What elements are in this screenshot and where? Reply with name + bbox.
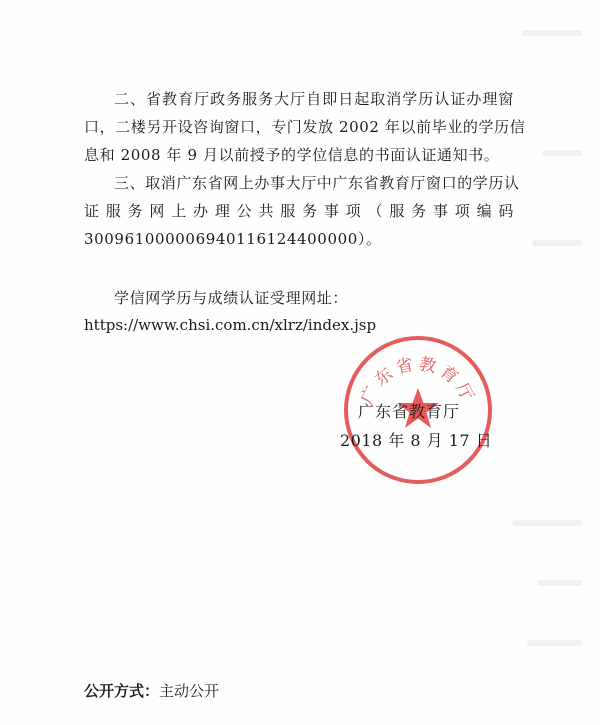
bleed-mark — [542, 150, 582, 156]
disclosure-value: 主动公开 — [159, 682, 220, 700]
paragraph-two-line: 息和 2008 年 9 月以前授予的学位信息的书面认证通知书。 — [84, 146, 500, 164]
issue-date: 2018 年 8 月 17 日 — [340, 431, 493, 450]
bleed-mark — [512, 520, 582, 526]
disclosure-method — [84, 680, 219, 701]
paragraph-three-line: 三、取消广东省网上办事大厅中广东省教育厅窗口的学历认 — [114, 174, 520, 192]
bleed-mark — [532, 240, 582, 246]
paragraph-three-line: 300961000006940116124400000）。 — [84, 230, 382, 248]
paragraph-two — [84, 85, 526, 169]
paragraph-three-line: 证服务网上办理公共服务事项（服务事项编码 — [84, 202, 514, 220]
disclosure-label: 公开方式： — [84, 682, 160, 700]
website-url-link[interactable]: https://www.chsi.com.cn/xlrz/index.jsp — [84, 316, 377, 334]
issuing-organization: 广东省教育厅 — [358, 402, 461, 421]
paragraph-three — [84, 169, 520, 253]
paragraph-two-line: 二、省教育厅政务服务大厅自即日起取消学历认证办理窗 — [114, 90, 514, 108]
bleed-mark — [522, 30, 582, 36]
bleed-mark — [537, 580, 582, 586]
website-label: 学信网学历与成绩认证受理网址： — [114, 289, 349, 307]
seal-text-path: 广东省教育厅 — [357, 354, 479, 408]
bleed-mark — [527, 640, 582, 646]
paragraph-two-line: 口，二楼另开设咨询窗口，专门发放 2002 年以前毕业的学历信 — [84, 118, 526, 136]
